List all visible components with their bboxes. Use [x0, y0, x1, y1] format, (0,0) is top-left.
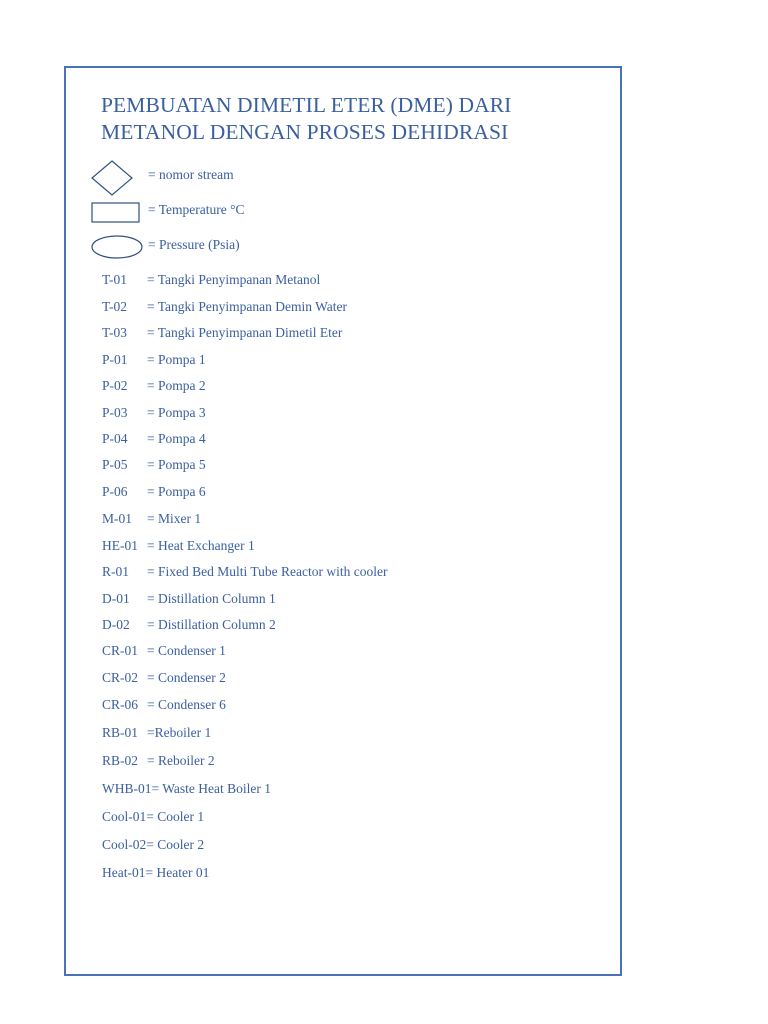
item-desc: = Fixed Bed Multi Tube Reactor with cooler	[147, 564, 388, 579]
item-desc: = Heat Exchanger 1	[147, 538, 255, 553]
item-code: CR-02	[102, 670, 139, 685]
item-desc: = Condenser 2	[147, 670, 226, 685]
legend-stream-text: = nomor stream	[148, 167, 234, 182]
list-item	[102, 809, 204, 825]
list-item	[102, 352, 206, 368]
item-code: RB-01	[102, 725, 139, 740]
list-item	[102, 753, 215, 769]
item-desc: = Pompa 5	[147, 457, 206, 472]
item-code: R-01	[102, 564, 129, 579]
title-line-1: PEMBUATAN DIMETIL ETER (DME) DARI	[101, 93, 512, 117]
item-desc: = Condenser 6	[147, 697, 226, 712]
legend-pressure	[90, 234, 490, 270]
item-code: D-01	[102, 591, 130, 606]
list-item	[102, 670, 226, 686]
item-desc: = Heater 01	[145, 865, 210, 880]
item-code: CR-01	[102, 643, 139, 658]
list-item	[102, 405, 206, 421]
item-code: P-03	[102, 405, 128, 420]
item-code: WHB-01	[102, 781, 152, 796]
item-code: T-02	[102, 299, 128, 314]
item-code: D-02	[102, 617, 130, 632]
list-item	[102, 538, 255, 554]
legend-stream	[90, 160, 490, 196]
item-desc: = Waste Heat Boiler 1	[151, 781, 271, 796]
list-item	[102, 378, 206, 394]
item-code: RB-02	[102, 753, 139, 768]
item-desc: = Distillation Column 1	[147, 591, 276, 606]
list-item	[102, 511, 201, 527]
item-code: T-03	[102, 325, 128, 340]
list-item	[102, 643, 226, 659]
ellipse-icon	[90, 234, 144, 260]
list-item	[102, 837, 204, 853]
page-title	[101, 92, 601, 146]
item-code: Cool-02	[102, 837, 147, 852]
item-desc: = Cooler 1	[146, 809, 205, 824]
list-item	[102, 325, 342, 341]
list-item	[102, 272, 320, 288]
item-desc: = Pompa 1	[147, 352, 206, 367]
item-desc: = Pompa 3	[147, 405, 206, 420]
item-desc: = Pompa 2	[147, 378, 206, 393]
item-code: P-05	[102, 457, 128, 472]
item-desc: = Pompa 6	[147, 484, 206, 499]
item-desc: = Condenser 1	[147, 643, 226, 658]
diamond-icon	[90, 160, 134, 196]
item-desc: = Tangki Penyimpanan Dimetil Eter	[147, 325, 343, 340]
rectangle-icon	[90, 200, 142, 224]
item-desc: =Reboiler 1	[147, 725, 212, 740]
list-item	[102, 457, 206, 473]
list-item	[102, 865, 209, 881]
title-line-2: METANOL DENGAN PROSES DEHIDRASI	[101, 120, 509, 144]
item-code: P-06	[102, 484, 128, 499]
item-code: P-01	[102, 352, 128, 367]
item-desc: = Cooler 2	[146, 837, 205, 852]
legend-temperature-text: = Temperature °C	[148, 202, 245, 217]
item-code: Cool-01	[102, 809, 147, 824]
list-item	[102, 564, 387, 580]
item-code: P-02	[102, 378, 128, 393]
item-desc: = Tangki Penyimpanan Metanol	[147, 272, 321, 287]
list-item	[102, 725, 211, 741]
legend-pressure-text: = Pressure (Psia)	[148, 237, 240, 252]
item-desc: = Mixer 1	[147, 511, 202, 526]
item-code: M-01	[102, 511, 132, 526]
list-item	[102, 697, 226, 713]
list-item	[102, 591, 276, 607]
legend-temperature	[90, 200, 490, 236]
item-code: Heat-01	[102, 865, 146, 880]
item-code: T-01	[102, 272, 128, 287]
item-code: P-04	[102, 431, 128, 446]
list-item	[102, 431, 206, 447]
item-desc: = Pompa 4	[147, 431, 206, 446]
item-desc: = Tangki Penyimpanan Demin Water	[147, 299, 348, 314]
list-item	[102, 781, 271, 797]
item-code: HE-01	[102, 538, 138, 553]
list-item	[102, 617, 276, 633]
item-code: CR-06	[102, 697, 139, 712]
item-desc: = Distillation Column 2	[147, 617, 276, 632]
item-desc: = Reboiler 2	[147, 753, 215, 768]
list-item	[102, 484, 206, 500]
list-item	[102, 299, 347, 315]
